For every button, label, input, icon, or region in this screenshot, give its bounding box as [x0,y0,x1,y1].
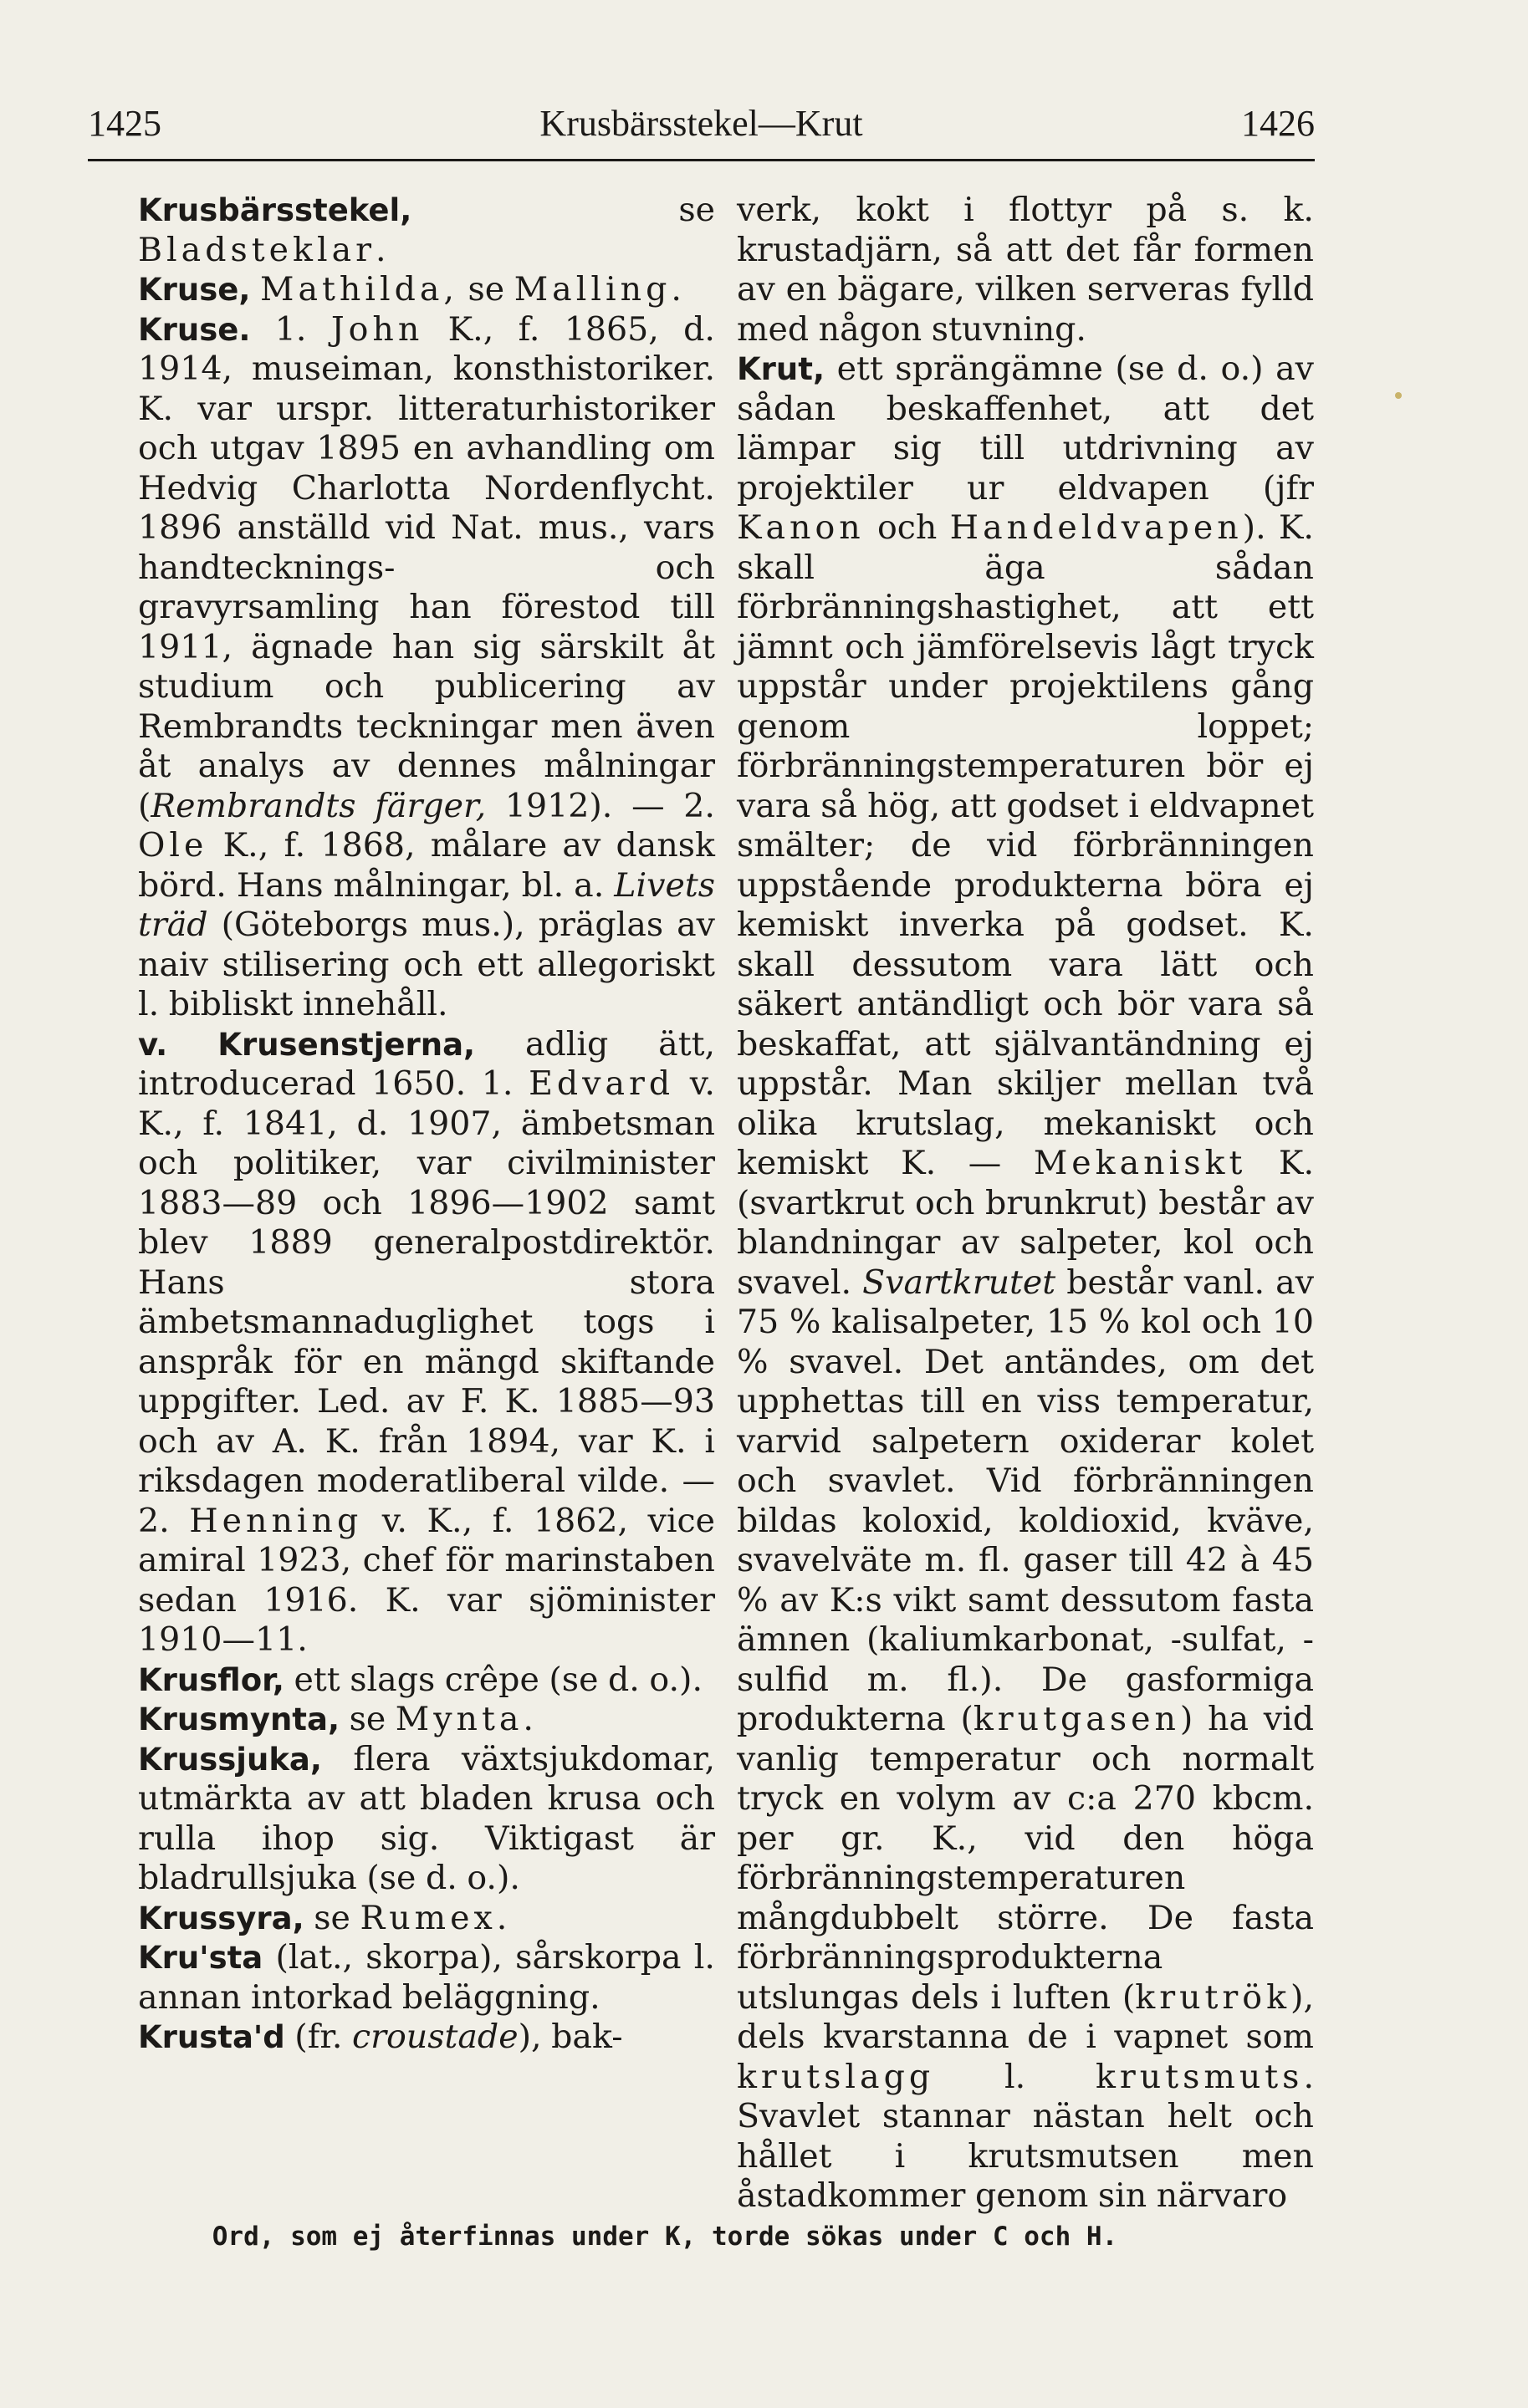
entry-text: krutsmuts [1095,2057,1304,2096]
margin-speck [1395,392,1402,399]
entry-text: krutslagg [737,2057,935,2096]
entry-text: krutrök [1135,1977,1291,2017]
entry-text: Mynta [395,1700,524,1738]
entry-text: 1912). — 2. [486,786,715,825]
entry-text: Svartkrutet [862,1263,1056,1302]
entry-headword: v. Krusenstjerna, [138,1026,476,1063]
entry-text: . [376,230,386,269]
page-footer-note: Ord, som ej återfinnas under K, torde sökas under C och H. [212,2222,1118,2252]
entry-text: ), dels kvarstanna de i vapnet som [737,1977,1314,2056]
left-entry [138,1938,715,2018]
entry-text: Henning [189,1501,363,1540]
page-number-left: 1425 [88,103,161,144]
entry-text: l. [934,2057,1096,2096]
header-rule [88,159,1315,161]
entry-text: Edvard [529,1064,675,1103]
entry-headword: Krusflor, [138,1661,284,1698]
entry-text: Kanon [737,508,865,547]
entry-text: John [330,309,424,349]
left-entry [138,1661,715,1701]
entry-headword: Kru'sta [138,1940,263,1976]
page-number-right: 1426 [1241,103,1315,144]
entry-text [250,270,260,309]
entry-text: se [457,270,514,309]
entry-text: (fr. [284,2018,352,2056]
entry-text: (Göteborgs mus.), präglas av naiv stilisering och ett allegoriskt l. bibliskt innehåll. [138,906,715,1023]
entry-text: se [340,1700,396,1738]
right-entry [737,191,1314,349]
left-entry [138,2018,715,2058]
entry-headword: Kruse. [138,311,251,348]
entry-headword: Krussjuka, [138,1741,322,1778]
right-entry [737,349,1314,2217]
right-column [737,191,1314,2217]
entry-text: krutgasen [973,1700,1180,1738]
left-entry [138,270,715,310]
entry-text: Malling [514,270,672,309]
entry-text: adlig ätt, introducerad 1650. 1. [138,1024,715,1103]
entry-headword: Krusmynta, [138,1701,340,1737]
entry-headword: Krussyra, [138,1900,304,1936]
entry-text: Ole [138,826,208,865]
entry-text: och [864,508,950,547]
entry-text: . Svavlet stannar nästan helt och hållet i krutsmutsen men åstadkommer genom sin närvaro [737,2057,1314,2215]
entry-text: ), bak- [518,2018,623,2056]
entry-text: 1. [250,309,331,349]
entry-text: Livets träd [138,865,715,944]
entry-text: Mathilda, [260,270,458,309]
entry-text: . [523,1700,534,1738]
entry-text: Mekaniskt [1033,1144,1247,1182]
entry-text: K. (svartkrut och brunkrut) består av blandningar av salpeter, kol och svavel. [737,1144,1314,1302]
left-entry [138,1700,715,1740]
entry-text: v. K., f. 1862, vice amiral 1923, chef för marinstaben sedan 1916. K. var sjöminister 1910—11. [138,1501,715,1659]
entry-text: (lat., skorpa), sårskorpa l. annan intorkad beläggning. [138,1938,715,2017]
entry-text: Rembrandts färger, [151,786,487,825]
entry-text: v. K., f. 1841, d. 1907, ämbetsman och politiker, var civilminister 1883—89 och 1896—1902 samt blev 1889 generalpostdirektör. Hans stora ämbetsmannaduglighet togs i anspråk för en mängd skiftande uppgifter. Led. av F. K. 1885—93 och av A. K. från 1894, var K. i riksdagen moderatliberal vilde. — 2. [138,1064,715,1540]
left-entry [138,1899,715,1939]
left-entry [138,310,715,1025]
entry-text: ett sprängämne (se d. o.) av sådan beskaffenhet, att det lämpar sig till utdrivning av projektiler ur eldvapen (jfr [737,349,1314,508]
entry-text: K., f. 1865, d. 1914, museiman, konsthistoriker. K. var urspr. litteraturhistoriker och utgav 1895 en avhandling om Hedvig Charlotta Nordenflycht. 1896 anställd vid Nat. mus., vars handtecknings- och gravyrsamling han förestod till 1911, ägnade han sig särskilt åt studium och publicering av Rembrandts teckningar men även åt analys av dennes målningar ( [138,309,715,825]
entry-text: croustade [352,2018,519,2056]
entry-headword: Krusta'd [138,2019,285,2055]
entry-text: se [411,191,715,229]
entry-text: består vanl. av 75 % kalisalpeter, 15 % kol och 10 % svavel. Det antändes, om det upphettas till en viss temperatur, varvid salpetern oxiderar kolet och svavlet. Vid förbränningen bildas koloxid, koldioxid, kväve, svavelväte m. fl. gaser till 42 à 45 % av K:s vikt samt dessutom fasta ämnen (kaliumkarbonat, -sulfat, -sulfid m. fl.). De gasformiga produkterna ( [737,1263,1315,1738]
entry-text: ) ha vid vanlig temperatur och normalt tryck en volym av c:a 270 kbcm. per gr. K., vid den höga förbränningstemperaturen mångdubbelt större. De fasta förbränningsprodukterna utslungas dels i luften ( [737,1700,1314,2017]
left-entry [138,191,715,270]
entry-text: Handeldvapen [949,508,1243,547]
page-header [88,99,1315,149]
entry-headword: Krut, [737,351,825,387]
entry-text: . [496,1898,508,1937]
left-entry [138,1025,715,1661]
entry-text: . [671,270,682,309]
left-entry [138,1740,715,1899]
entry-text: flera växtsjukdomar, utmärkta av att bladen krusa och rulla ihop sig. Viktigast är bladrullsjuka (se d. o.). [138,1739,715,1897]
entry-headword: Kruse, [138,272,251,308]
left-column [138,191,715,2058]
running-head: Krusbärsstekel—Krut [539,103,863,144]
entry-text: se [304,1898,360,1937]
entry-text: Bladsteklar [138,230,376,269]
entry-text: ett slags crêpe (se d. o.). [284,1660,703,1699]
entry-text: ). K. skall äga sådan förbränningshastighet, att ett jämnt och jämförelsevis lågt tryck uppstår under projektilens gång genom loppet; förbränningstemperaturen bör ej vara så hög, att godset i eldvapnet smälter; de vid förbränningen uppstående produkterna böra ej kemiskt inverka på godset. K. skall dessutom vara lätt och säkert antändligt och bör vara så beskaffat, att självantändning ej uppstår. Man skiljer mellan två olika krutslag, mekaniskt och kemiskt K. — [737,508,1314,1182]
entry-text: Rumex [360,1898,497,1937]
entry-headword: Krusbärsstekel, [138,192,412,228]
entry-text: K., f. 1868, målare av dansk börd. Hans målningar, bl. a. [138,826,715,905]
entry-text: verk, kokt i flottyr på s. k. krustadjärn, så att det får formen av en bägare, vilken serveras fylld med någon stuvning. [737,191,1314,349]
